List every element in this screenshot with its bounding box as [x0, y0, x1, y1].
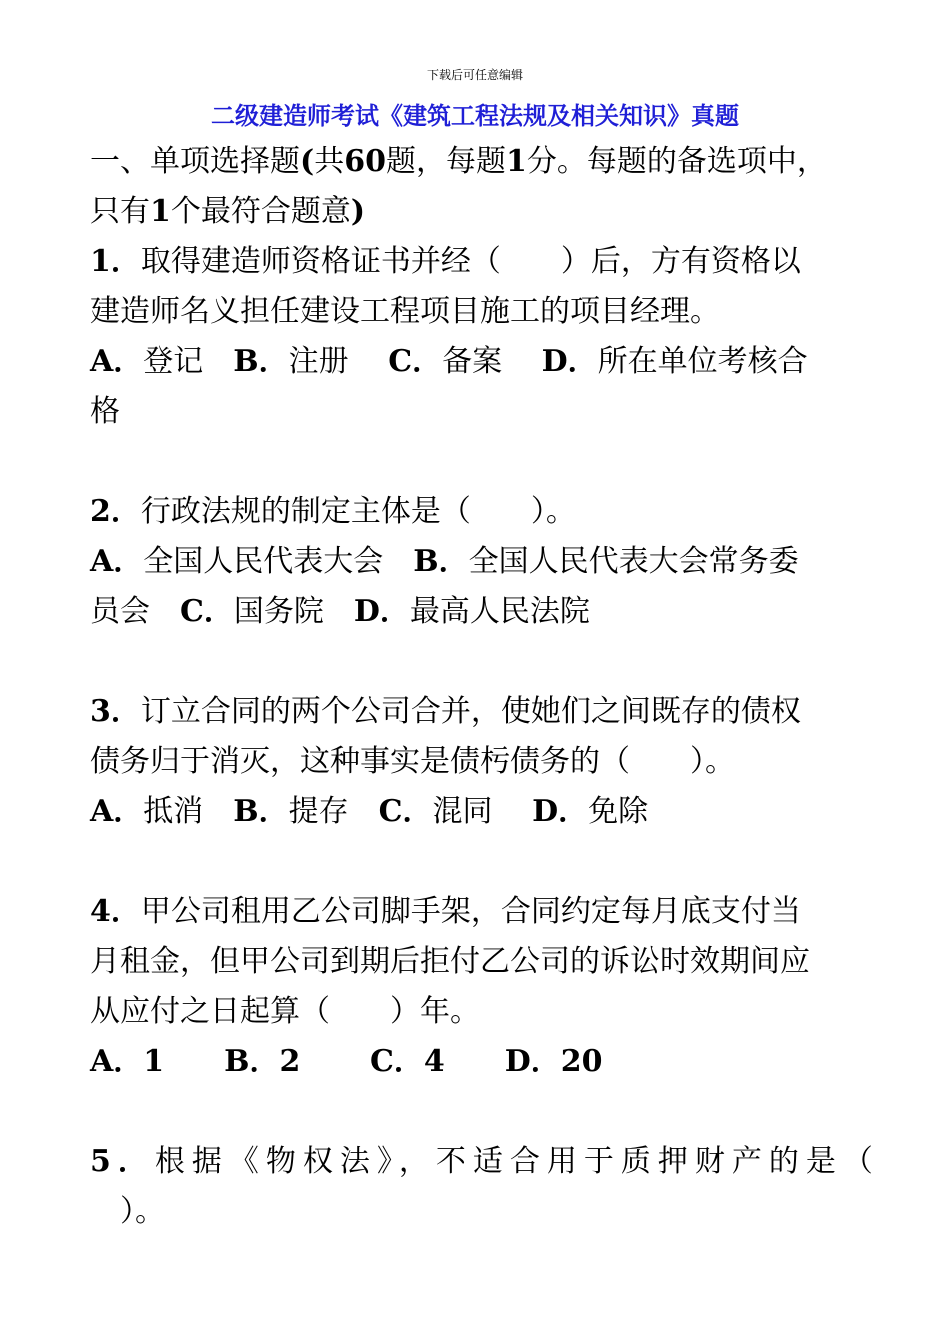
question-4-line-3: 从应付之日起算（ ）年。 [90, 994, 480, 1029]
option-c-label: C． [378, 794, 433, 829]
option-a-text: 全国人民代表大会 [143, 544, 384, 579]
question-4-line-2: 月租金，但甲公司到期后拒付乙公司的诉讼时效期间应 [90, 944, 810, 979]
option-d-text: 免除 [588, 794, 649, 829]
option-d-label: D． [353, 594, 410, 629]
option-a-text: 抵消 [143, 794, 204, 829]
question-1-options-wrap: 格 [90, 394, 120, 429]
option-c-text: 备案 [442, 344, 503, 379]
option-d-label: D． [541, 344, 598, 379]
option-a-text: 登记 [143, 344, 204, 379]
question-3-line-1: 3．订立合同的两个公司合并，使她们之间既存的债权 [90, 694, 801, 729]
option-c-text: 4 [423, 1044, 445, 1079]
option-b-text-wrap: 员会 [90, 594, 150, 629]
option-c-text: 混同 [432, 794, 493, 829]
option-a-text: 1 [143, 1044, 165, 1079]
option-a-label: A． [90, 344, 144, 379]
question-1-options [90, 337, 880, 387]
spacer [90, 1087, 880, 1137]
question-4-options [90, 1037, 880, 1087]
question-1-line-1: 1．取得建造师资格证书并经（ ）后，方有资格以 [90, 244, 801, 279]
question-3-line-2: 债务归于消灭，这种事实是债杇债务的（ ）。 [90, 744, 735, 779]
option-c-text: 国务院 [233, 594, 324, 629]
option-d-text: 所在单位考核合 [597, 344, 808, 379]
option-b-text: 2 [279, 1044, 301, 1079]
option-a-label: A． [90, 1044, 144, 1079]
spacer [90, 437, 880, 487]
option-a-label: A． [90, 794, 144, 829]
option-b-text: 注册 [288, 344, 349, 379]
section-heading-line-1: 一、单项选择题(共60题，每题1分。每题的备选项中， [90, 144, 827, 179]
option-c-label: C． [369, 1044, 424, 1079]
option-b-label: B． [224, 1044, 280, 1079]
spacer [90, 637, 880, 687]
spacer [90, 837, 880, 887]
option-d-label: D． [504, 1044, 561, 1079]
document-body [90, 137, 880, 1237]
question-1-line-2: 建造师名义担任建设工程项目施工的项目经理。 [90, 294, 720, 329]
option-b-text: 全国人民代表大会常务委 [468, 544, 799, 579]
question-5-line-1: 5．根据《物权法》，不适合用于质押财产的是（ [90, 1144, 880, 1179]
option-d-text: 最高人民法院 [409, 594, 590, 629]
question-4-line-1: 4．甲公司租用乙公司脚手架，合同约定每月底支付当 [90, 894, 801, 929]
option-c-label: C． [180, 594, 234, 629]
option-b-label: B． [413, 544, 469, 579]
option-d-text: 20 [560, 1044, 603, 1079]
question-3-options [90, 787, 880, 837]
option-a-label: A． [90, 544, 144, 579]
page-title: 二级建造师考试《建筑工程法规及相关知识》真题 [211, 101, 739, 130]
option-b-label: B． [233, 344, 289, 379]
section-heading-line-2: 只有1个最符合题意) [90, 194, 366, 229]
question-2-line-1: 2．行政法规的制定主体是（ ）。 [90, 494, 576, 529]
option-c-label: C． [388, 344, 443, 379]
question-2-options-line-2 [90, 587, 880, 637]
option-b-label: B． [233, 794, 289, 829]
question-5-line-2: ）。 [90, 1194, 165, 1229]
option-d-label: D． [532, 794, 589, 829]
option-b-text: 提存 [288, 794, 349, 829]
header-watermark: 下载后可任意编辑 [426, 68, 523, 82]
question-2-options [90, 537, 880, 587]
